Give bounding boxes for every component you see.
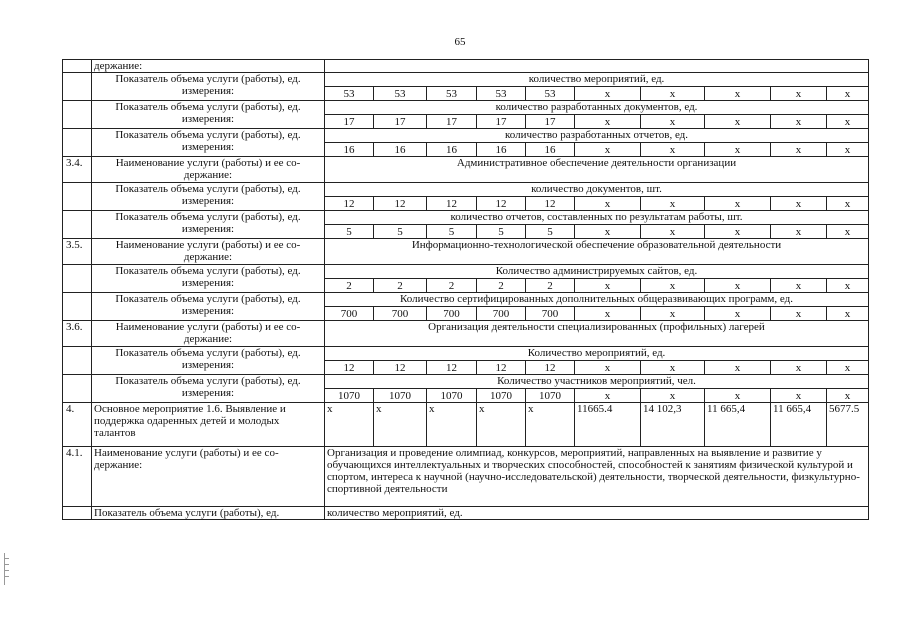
service-content: Информационно-технологической обеспечение образовательной деятельности [325, 239, 869, 265]
service-label: Наименование услуги (работы) и ее со-держание: [92, 447, 325, 507]
value-cell: x [705, 279, 771, 293]
row-number [63, 507, 92, 520]
value-cell: x [641, 143, 705, 157]
value-cell: 11 665,4 [705, 403, 771, 447]
indicator-label-line2: измерения: [181, 277, 235, 289]
value-cell: x [374, 403, 427, 447]
value-cell: x [827, 87, 869, 101]
value-cell: 1070 [374, 389, 427, 403]
value-cell: x [325, 403, 374, 447]
row-number [63, 211, 92, 239]
indicator-row [63, 129, 869, 143]
value-cell: x [827, 115, 869, 129]
page-number: 65 [454, 36, 466, 48]
value-cell: x [575, 225, 641, 239]
value-cell: x [641, 389, 705, 403]
indicator-label-line1: Показатель объема услуги (работы), ед. [115, 73, 301, 85]
value-cell: 2 [374, 279, 427, 293]
value-cell: x [827, 197, 869, 211]
value-cell: x [827, 143, 869, 157]
value-cell: 2 [477, 279, 526, 293]
value-cell: x [575, 307, 641, 321]
value-cell: x [827, 307, 869, 321]
value-cell: 17 [526, 115, 575, 129]
value-cell: 12 [477, 361, 526, 375]
value-cell: x [827, 279, 869, 293]
service-row [63, 507, 869, 520]
row-number [63, 183, 92, 211]
indicator-label [92, 375, 325, 403]
value-cell: x [705, 197, 771, 211]
value-cell: 1070 [526, 389, 575, 403]
service-content [325, 60, 869, 73]
value-cell: x [705, 115, 771, 129]
service-row [63, 157, 869, 183]
value-cell: 700 [325, 307, 374, 321]
indicator-label-line2: измерения: [181, 195, 235, 207]
row-number [63, 73, 92, 101]
value-cell: x [575, 361, 641, 375]
indicator-label [92, 101, 325, 129]
value-cell: x [705, 143, 771, 157]
value-cell: 1070 [477, 389, 526, 403]
value-cell: 17 [477, 115, 526, 129]
service-label: Показатель объема услуги (работы), ед. [92, 507, 325, 520]
service-content: Административное обеспечение деятельности организации [325, 157, 869, 183]
value-cell: x [705, 225, 771, 239]
row-number [63, 293, 92, 321]
row-number: 3.5. [63, 239, 92, 265]
row-number [63, 101, 92, 129]
service-label-line2: держание: [183, 169, 233, 181]
row-number: 4.1. [63, 447, 92, 507]
unit-label: Количество участников мероприятий, чел. [325, 375, 869, 389]
service-label [92, 239, 325, 265]
value-cell: 2 [427, 279, 477, 293]
indicator-label [92, 129, 325, 157]
value-cell: 12 [477, 197, 526, 211]
service-label-line1: Наименование услуги (работы) и ее со- [115, 239, 301, 251]
service-label-line2: держание: [183, 333, 233, 345]
value-cell: 11665.4 [575, 403, 641, 447]
value-cell: 12 [325, 197, 374, 211]
service-content: Организация и проведение олимпиад, конкурсов, мероприятий, направленных на выявление и развитие у обучающихся интеллектуальных и творческих способностей, способностей к занятиям физической культурой и спортом, интереса к научной (научно-исследовательской) деятельности, творческой деятельности, физкультурно-спортивной деятельности [325, 447, 869, 507]
value-cell: 53 [325, 87, 374, 101]
row-number [63, 60, 92, 73]
value-cell: x [705, 361, 771, 375]
unit-label: количество разработанных отчетов, ед. [325, 129, 869, 143]
unit-label: количество документов, шт. [325, 183, 869, 197]
main-activity-row [63, 403, 869, 447]
value-cell: x [427, 403, 477, 447]
value-cell: 16 [325, 143, 374, 157]
indicator-label-line1: Показатель объема услуги (работы), ед. [115, 101, 301, 113]
value-cell: 17 [374, 115, 427, 129]
value-cell: 5 [427, 225, 477, 239]
indicator-label-line1: Показатель объема услуги (работы), ед. [115, 211, 301, 223]
value-cell: 16 [526, 143, 575, 157]
value-cell: 16 [427, 143, 477, 157]
value-cell: 12 [427, 197, 477, 211]
value-cell: 1070 [427, 389, 477, 403]
value-cell: 1070 [325, 389, 374, 403]
value-cell: 12 [374, 361, 427, 375]
indicator-label-line2: измерения: [181, 223, 235, 235]
service-row [63, 321, 869, 347]
value-cell: 5 [526, 225, 575, 239]
value-cell: 12 [325, 361, 374, 375]
unit-label: количество разработанных документов, ед. [325, 101, 869, 115]
value-cell: x [477, 403, 526, 447]
row-number [63, 375, 92, 403]
indicator-label-line1: Показатель объема услуги (работы), ед. [115, 183, 301, 195]
value-cell: 700 [374, 307, 427, 321]
value-cell: x [641, 87, 705, 101]
value-cell: x [771, 307, 827, 321]
indicator-label-line1: Показатель объема услуги (работы), ед. [115, 375, 301, 387]
value-cell: 700 [427, 307, 477, 321]
indicator-row [63, 101, 869, 115]
service-label: держание: [92, 60, 325, 73]
value-cell: x [641, 307, 705, 321]
value-cell: 53 [526, 87, 575, 101]
value-cell: x [771, 87, 827, 101]
indicator-label [92, 347, 325, 375]
indicator-label-line2: измерения: [181, 113, 235, 125]
indicator-label-line2: измерения: [181, 141, 235, 153]
service-label-line2: держание: [183, 251, 233, 263]
value-cell: x [575, 143, 641, 157]
unit-label: Количество сертифицированных дополнительных общеразвивающих программ, ед. [325, 293, 869, 307]
row-number [63, 265, 92, 293]
value-cell: 2 [526, 279, 575, 293]
service-label [92, 157, 325, 183]
indicator-label-line2: измерения: [181, 305, 235, 317]
service-label [92, 321, 325, 347]
service-label-line1: Наименование услуги (работы) и ее со- [115, 321, 301, 333]
value-cell: 14 102,3 [641, 403, 705, 447]
value-cell: x [641, 225, 705, 239]
value-cell: x [771, 143, 827, 157]
value-cell: x [641, 115, 705, 129]
value-cell: x [705, 87, 771, 101]
indicator-label-line1: Показатель объема услуги (работы), ед. [115, 347, 301, 359]
row-number: 3.4. [63, 157, 92, 183]
value-cell: 17 [427, 115, 477, 129]
indicator-label [92, 211, 325, 239]
value-cell: 11 665,4 [771, 403, 827, 447]
value-cell: x [575, 389, 641, 403]
indicator-label-line2: измерения: [181, 387, 235, 399]
unit-label: Количество администрируемых сайтов, ед. [325, 265, 869, 279]
value-cell: 17 [325, 115, 374, 129]
value-cell: 2 [325, 279, 374, 293]
value-cell: 5 [325, 225, 374, 239]
value-cell: x [575, 197, 641, 211]
indicator-row [63, 265, 869, 279]
indicator-row [63, 183, 869, 197]
value-cell: 53 [427, 87, 477, 101]
program-table [62, 59, 869, 520]
indicator-label-line1: Показатель объема услуги (работы), ед. [115, 265, 301, 277]
indicator-row [63, 347, 869, 361]
row-number: 3.6. [63, 321, 92, 347]
value-cell: 5677.5 [827, 403, 869, 447]
value-cell: x [771, 279, 827, 293]
unit-label: количество отчетов, составленных по результатам работы, шт. [325, 211, 869, 225]
value-cell: x [771, 115, 827, 129]
indicator-label-line1: Показатель объема услуги (работы), ед. [115, 293, 301, 305]
value-cell: x [575, 279, 641, 293]
indicator-label-line2: измерения: [181, 359, 235, 371]
value-cell: 12 [526, 197, 575, 211]
value-cell: x [827, 361, 869, 375]
indicator-label-line2: измерения: [181, 85, 235, 97]
value-cell: x [705, 389, 771, 403]
indicator-label-line1: Показатель объема услуги (работы), ед. [115, 129, 301, 141]
value-cell: 16 [374, 143, 427, 157]
indicator-row [63, 73, 869, 87]
unit-label: Количество мероприятий, ед. [325, 347, 869, 361]
service-row [63, 239, 869, 265]
service-row [63, 60, 869, 73]
indicator-label [92, 73, 325, 101]
value-cell: 53 [477, 87, 526, 101]
indicator-row [63, 211, 869, 225]
value-cell: x [771, 361, 827, 375]
indicator-row [63, 293, 869, 307]
value-cell: x [771, 197, 827, 211]
value-cell: x [705, 307, 771, 321]
value-cell: 12 [427, 361, 477, 375]
activity-label: Основное мероприятие 1.6. Выявление и поддержка одаренных детей и молодых талантов [92, 403, 325, 447]
indicator-row [63, 375, 869, 389]
value-cell: 5 [477, 225, 526, 239]
value-cell: 5 [374, 225, 427, 239]
value-cell: 16 [477, 143, 526, 157]
indicator-label [92, 293, 325, 321]
value-cell: x [771, 225, 827, 239]
value-cell: 12 [526, 361, 575, 375]
indicator-label [92, 183, 325, 211]
value-cell: x [641, 361, 705, 375]
value-cell: 700 [526, 307, 575, 321]
service-row [63, 447, 869, 507]
value-cell: x [827, 225, 869, 239]
row-number: 4. [63, 403, 92, 447]
service-content: Организация деятельности специализированных (профильных) лагерей [325, 321, 869, 347]
value-cell: x [641, 197, 705, 211]
value-cell: x [827, 389, 869, 403]
value-cell: x [771, 389, 827, 403]
indicator-label [92, 265, 325, 293]
service-content: количество мероприятий, ед. [325, 507, 869, 520]
value-cell: x [575, 87, 641, 101]
unit-label: количество мероприятий, ед. [325, 73, 869, 87]
value-cell: 53 [374, 87, 427, 101]
row-number [63, 347, 92, 375]
value-cell: 700 [477, 307, 526, 321]
value-cell: x [526, 403, 575, 447]
margin-marks [4, 553, 9, 585]
value-cell: x [641, 279, 705, 293]
service-label-line1: Наименование услуги (работы) и ее со- [115, 157, 301, 169]
value-cell: 12 [374, 197, 427, 211]
row-number [63, 129, 92, 157]
value-cell: x [575, 115, 641, 129]
